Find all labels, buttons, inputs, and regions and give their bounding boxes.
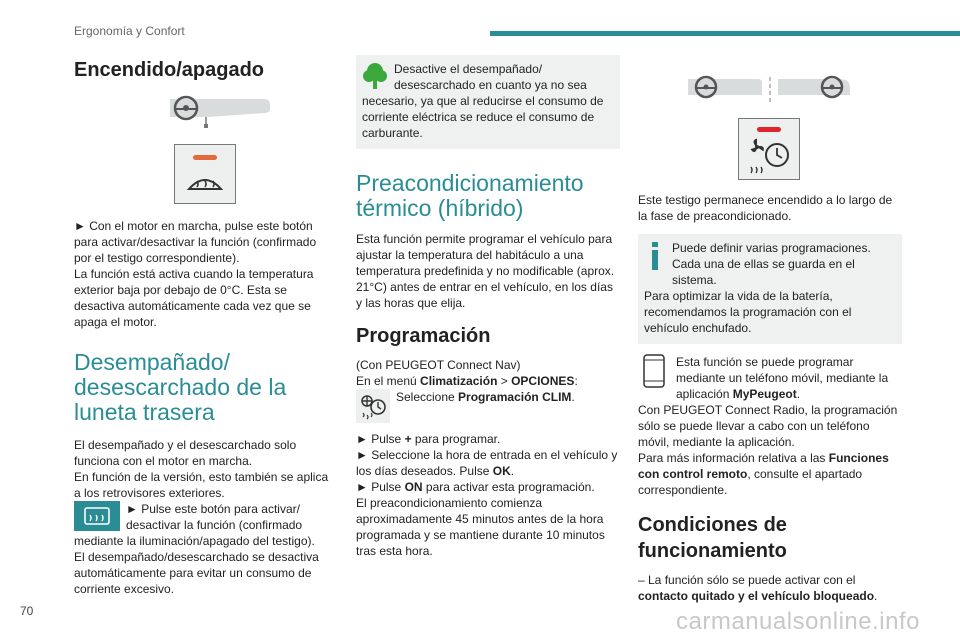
eco-tree-icon: [362, 61, 388, 91]
paragraph-menu-path: En el menú Climatización > OPCIONES:: [356, 374, 578, 388]
clim-schedule-icon[interactable]: [356, 389, 390, 423]
info-box: [638, 234, 902, 344]
paragraph-phone: Esta función se puede programar mediante un teléfono móvil, mediante la aplicación MyPeugeot.: [676, 355, 889, 401]
eco-note-text: Desactive el desempañado/ desescarchado en cuanto ya no sea necesario, ya que al reducirse el consumo de corriente eléctrica se reduce el consumo de carburante.: [362, 62, 604, 140]
rear-defrost-button[interactable]: [74, 501, 120, 531]
paragraph-encendido-2: La función está activa cuando la temperatura exterior baja por debajo de 0°C. Esta se desactiva automáticamente cada vez que se apaga el motor.: [74, 267, 314, 329]
info-text-2: Para optimizar la vida de la batería, recomendamos la programación con el vehículo enchufado.: [644, 289, 852, 335]
indicator-lamp-red: [757, 127, 781, 132]
heading-condiciones: Condiciones de funcionamiento: [638, 514, 787, 562]
step-2: ► Seleccione la hora de entrada en el vehículo y los días deseados. Pulse OK.: [356, 448, 618, 478]
header-section-title: Ergonomía y Confort: [74, 24, 185, 38]
column-1: [74, 55, 330, 597]
windscreen-defrost-icon: [185, 169, 225, 197]
paragraph-testigo: Este testigo permanece encendido a lo largo de la fase de preacondicionado.: [638, 193, 893, 223]
header-accent-bar: [490, 31, 960, 36]
step-3: ► Pulse ON para activar esta programación.: [356, 480, 595, 494]
menu-opciones: OPCIONES: [511, 374, 575, 388]
watermark: carmanualsonline.info: [676, 608, 920, 635]
paragraph-connect-radio: Con PEUGEOT Connect Radio, la programación sólo se puede llevar a cabo con un teléfono móvil, mediante la aplicación.: [638, 403, 898, 449]
paragraph-desempanado-4: El desempañado/desescarchado se desactiva automáticamente para evitar un consumo de corriente excesivo.: [74, 550, 319, 596]
paragraph-connect-nav: (Con PEUGEOT Connect Nav): [356, 358, 521, 372]
paragraph-preacond-timing: El preacondicionamiento comienza aproximadamente 45 minutos antes de la hora programada y se mantiene durante 10 minutos tras esta hora.: [356, 496, 605, 558]
indicator-lamp: [193, 155, 217, 160]
dual-steering-wheel-icon: [638, 75, 902, 105]
condition-1: – La función sólo se puede activar con el contacto quitado y el vehículo bloqueado.: [638, 573, 878, 603]
step-1: ► Pulse + para programar.: [356, 432, 501, 446]
paragraph-desempanado-3: ► Pulse este botón para activar/ desactivar la función (confirmado mediante la iluminación/apagado del testigo).: [74, 502, 315, 548]
info-text-1: Puede definir varias programaciones. Cada una de ellas se guarda en el sistema.: [672, 241, 871, 287]
heading-preacondicionamiento: Preacondicionamiento térmico (híbrido): [356, 170, 584, 221]
smartphone-icon: [638, 354, 670, 388]
paragraph-desempanado-1: El desempañado y el desescarchado solo funciona con el motor en marcha.: [74, 438, 297, 468]
paragraph-funciones: Para más información relativa a las Funciones con control remoto, consulte el apartado correspondiente.: [638, 451, 889, 497]
heading-desempanado: Desempañado/ desescarchado de la luneta trasera: [74, 349, 287, 425]
page-number: 70: [20, 604, 34, 618]
paragraph-preacondicionamiento: Esta función permite programar el vehículo para ajustar la temperatura del habitáculo a una temperatura predefinida y no modificable (aprox. 21°C) antes de entrar en el vehículo, en los días y las horas que elija.: [356, 232, 615, 310]
steering-wheel-icon: [74, 95, 330, 131]
paragraph-encendido-1: ► Con el motor en marcha, pulse este botón para activar/desactivar la función (confirmado por el testigo correspondiente).: [74, 219, 317, 265]
paragraph-desempanado-2: En función de la versión, esto también se aplica a los retrovisores exteriores.: [74, 470, 329, 500]
heading-programacion: Programación: [356, 325, 491, 347]
preconditioning-button[interactable]: [738, 118, 800, 180]
front-demist-button[interactable]: [174, 144, 236, 204]
paragraph-select-clim: Seleccione Programación CLIM.: [396, 390, 575, 404]
fan-clock-icon: [745, 137, 795, 177]
info-icon: [644, 240, 666, 272]
column-3: [638, 55, 902, 604]
rear-defrost-icon: [74, 501, 120, 531]
column-2: [356, 55, 620, 559]
eco-note-box: [356, 55, 620, 149]
heading-encendido: Encendido/apagado: [74, 59, 265, 81]
menu-climatizacion: Climatización: [420, 374, 498, 388]
